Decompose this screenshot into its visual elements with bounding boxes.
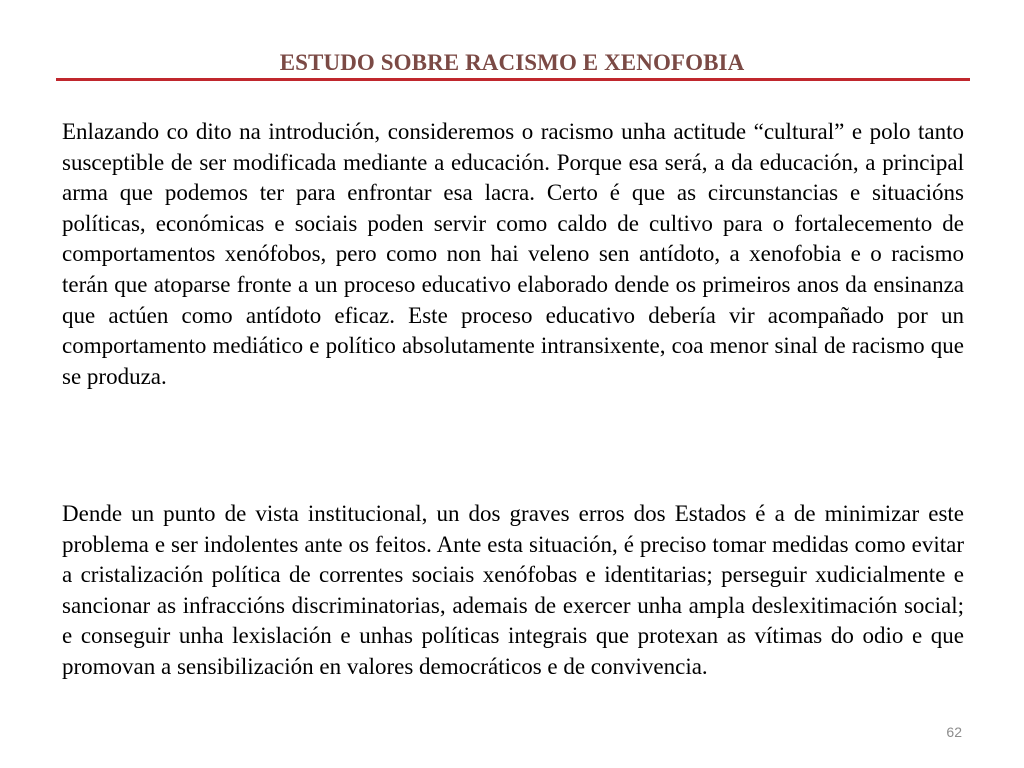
body-paragraph-2: Dende un punto de vista institucional, un dos graves erros dos Estados é a de minimizar este problema e ser indolentes ante os feitos. Ante esta situación, é preciso tomar medidas como evitar a cristalización política de correntes sociais xenófobas e identitarias; perseguir xudicialmente e sancionar as infraccións discriminatorias, ademais de exercer unha ampla deslexitimación social; e conseguir unha lexislación e unhas políticas integrais que protexan as vítimas do odio e que promovan a sensibilización en valores democráticos e de convivencia.	[62, 501, 964, 679]
slide-title: ESTUDO SOBRE RACISMO E XENOFOBIA	[279, 50, 745, 75]
page-number: 62	[946, 724, 962, 740]
title-divider	[56, 78, 970, 81]
body-paragraph-1: Enlazando co dito na introdución, consideremos o racismo unha actitude “cultural” e polo tanto susceptible de ser modificada mediante a educación. Porque esa será, a da educación, a principal arma que podemos ter para enfrontar esa lacra. Certo é que as circunstancias e situacións políticas, económicas e sociais poden servir como caldo de cultivo para o fortalecemento de comportamentos xenófobos, pero como non hai veleno sen antídoto, a xenofobia e o racismo terán que atoparse fronte a un proceso educativo elaborado dende os primeiros anos da ensinanza que actúen como antídoto eficaz. Este proceso educativo debería vir acompañado por un comportamento mediático e político absolutamente intransixente, coa menor sinal de racismo que se produza.	[62, 119, 964, 389]
